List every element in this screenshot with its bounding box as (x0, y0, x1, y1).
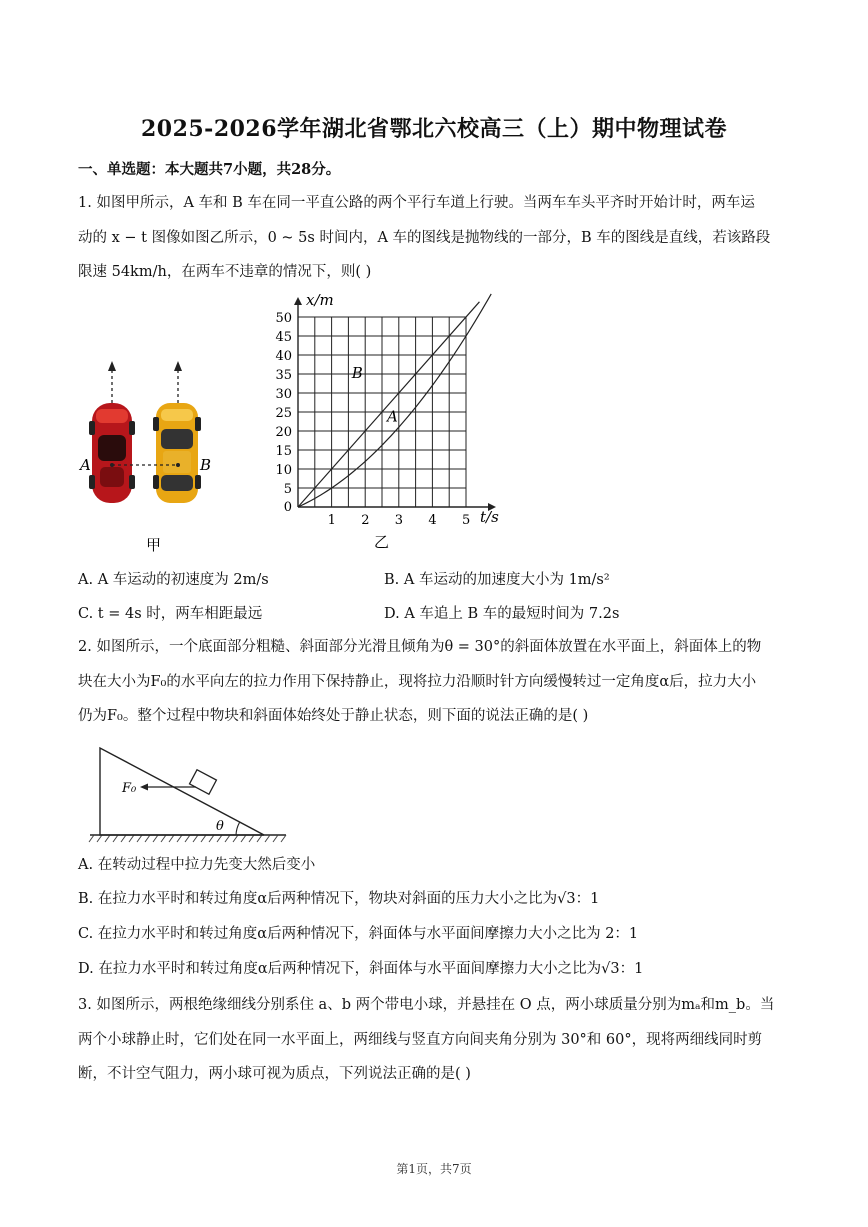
x-tick-label: 4 (428, 513, 437, 528)
figure-yi-caption: 乙 (374, 533, 390, 551)
q1-option-a[interactable]: A. A 车运动的初速度为 2m/s (78, 572, 269, 588)
q1-text-line: 动的 x − t 图像如图乙所示，0 ~ 5s 时间内，A 车的图线是抛物线的一部分，B 车的图线是直线，若该路段 (78, 230, 771, 246)
y-tick-label: 25 (275, 406, 292, 421)
car-a-label: A (80, 456, 91, 474)
series-a-label: A (387, 407, 398, 426)
figure-cars (78, 355, 228, 555)
figure-incline (86, 740, 296, 850)
q2-option-b[interactable]: B. 在拉力水平时和转过角度α后两种情况下，物块对斜面的压力大小之比为√3：1 (78, 891, 600, 907)
series-b-label: B (351, 363, 363, 382)
chart-ticks (275, 311, 470, 528)
q3-text-line: 3. 如图所示，两根绝缘细线分别系住 a、b 两个带电小球，并悬挂在 O 点，两小球质量分别为mₐ和m_b。当 (78, 997, 775, 1013)
section-heading: 一、单选题：本大题共7小题，共28分。 (78, 161, 341, 178)
q2-option-d[interactable]: D. 在拉力水平时和转过角度α后两种情况下，斜面体与水平面间摩擦力大小之比为√3：1 (78, 961, 644, 977)
q1-text-line: 限速 54km/h，在两车不违章的情况下，则( ) (78, 264, 372, 280)
q2-text-line: 仍为F₀。整个过程中物块和斜面体始终处于静止状态，则下面的说法正确的是( ) (78, 708, 589, 724)
y-tick-label: 0 (283, 500, 292, 515)
y-tick-label: 35 (275, 368, 292, 383)
car-b-label: B (200, 456, 212, 474)
force-label: F₀ (122, 781, 137, 796)
block (190, 770, 217, 794)
y-tick-label: 50 (275, 311, 292, 326)
car-a-icon (89, 403, 135, 503)
angle-arc (236, 823, 240, 836)
y-axis-arrow-icon (294, 297, 302, 305)
page-footer: 第1页，共7页 (396, 1162, 472, 1176)
q1-text-line: 1. 如图甲所示，A 车和 B 车在同一平直公路的两个平行车道上行驶。当两车车头平齐时开始计时，两车运 (78, 195, 755, 211)
q1-option-d[interactable]: D. A 车追上 B 车的最短时间为 7.2s (384, 606, 620, 622)
car-b-icon (153, 403, 201, 503)
y-tick-label: 5 (283, 482, 292, 497)
y-tick-label: 15 (275, 444, 292, 459)
q2-text-line: 块在大小为F₀的水平向左的拉力作用下保持静止，现将拉力沿顺时针方向缓慢转过一定角度α后，拉力大小 (78, 674, 757, 690)
ground-hatch (89, 835, 286, 842)
x-tick-label: 2 (361, 513, 370, 528)
angle-label: θ (216, 819, 224, 834)
car-b-point (176, 463, 180, 467)
arrow-head-icon (108, 361, 116, 371)
q3-text-line: 断，不计空气阻力，两小球可视为质点，下列说法正确的是( ) (78, 1066, 471, 1082)
y-tick-label: 20 (275, 425, 292, 440)
page-title: 2025-2026学年湖北省鄂北六校高三（上）期中物理试卷 (140, 116, 728, 142)
y-tick-label: 40 (275, 349, 292, 364)
q2-text-line: 2. 如图所示，一个底面部分粗糙、斜面部分光滑且倾角为θ = 30°的斜面体放置在水平面上，斜面体上的物 (78, 639, 762, 655)
q2-option-c[interactable]: C. 在拉力水平时和转过角度α后两种情况下，斜面体与水平面间摩擦力大小之比为 2：1 (78, 926, 639, 942)
series-b-line (298, 302, 479, 507)
y-tick-label: 10 (275, 463, 292, 478)
car-a-point (110, 463, 114, 467)
figure-jia-caption: 甲 (146, 536, 162, 554)
chart-series (298, 294, 491, 507)
y-tick-label: 30 (275, 387, 292, 402)
x-tick-label: 5 (462, 513, 471, 528)
q2-option-a[interactable]: A. 在转动过程中拉力先变大然后变小 (78, 857, 316, 873)
y-axis-label: x/m (306, 291, 334, 309)
q1-option-b[interactable]: B. A 车运动的加速度大小为 1m/s² (384, 572, 610, 588)
x-axis-label: t/s (480, 508, 499, 526)
q1-option-c[interactable]: C. t = 4s 时，两车相距最远 (78, 606, 263, 622)
arrow-head-icon (174, 361, 182, 371)
figure-xt-chart (262, 290, 522, 555)
x-tick-label: 1 (327, 513, 336, 528)
q3-text-line: 两个小球静止时，它们处在同一水平面上，两细线与竖直方向间夹角分别为 30°和 60°，现将两细线同时剪 (78, 1032, 763, 1048)
x-tick-label: 3 (394, 513, 404, 528)
y-tick-label: 45 (275, 330, 292, 345)
force-arrowhead-icon (140, 784, 148, 791)
